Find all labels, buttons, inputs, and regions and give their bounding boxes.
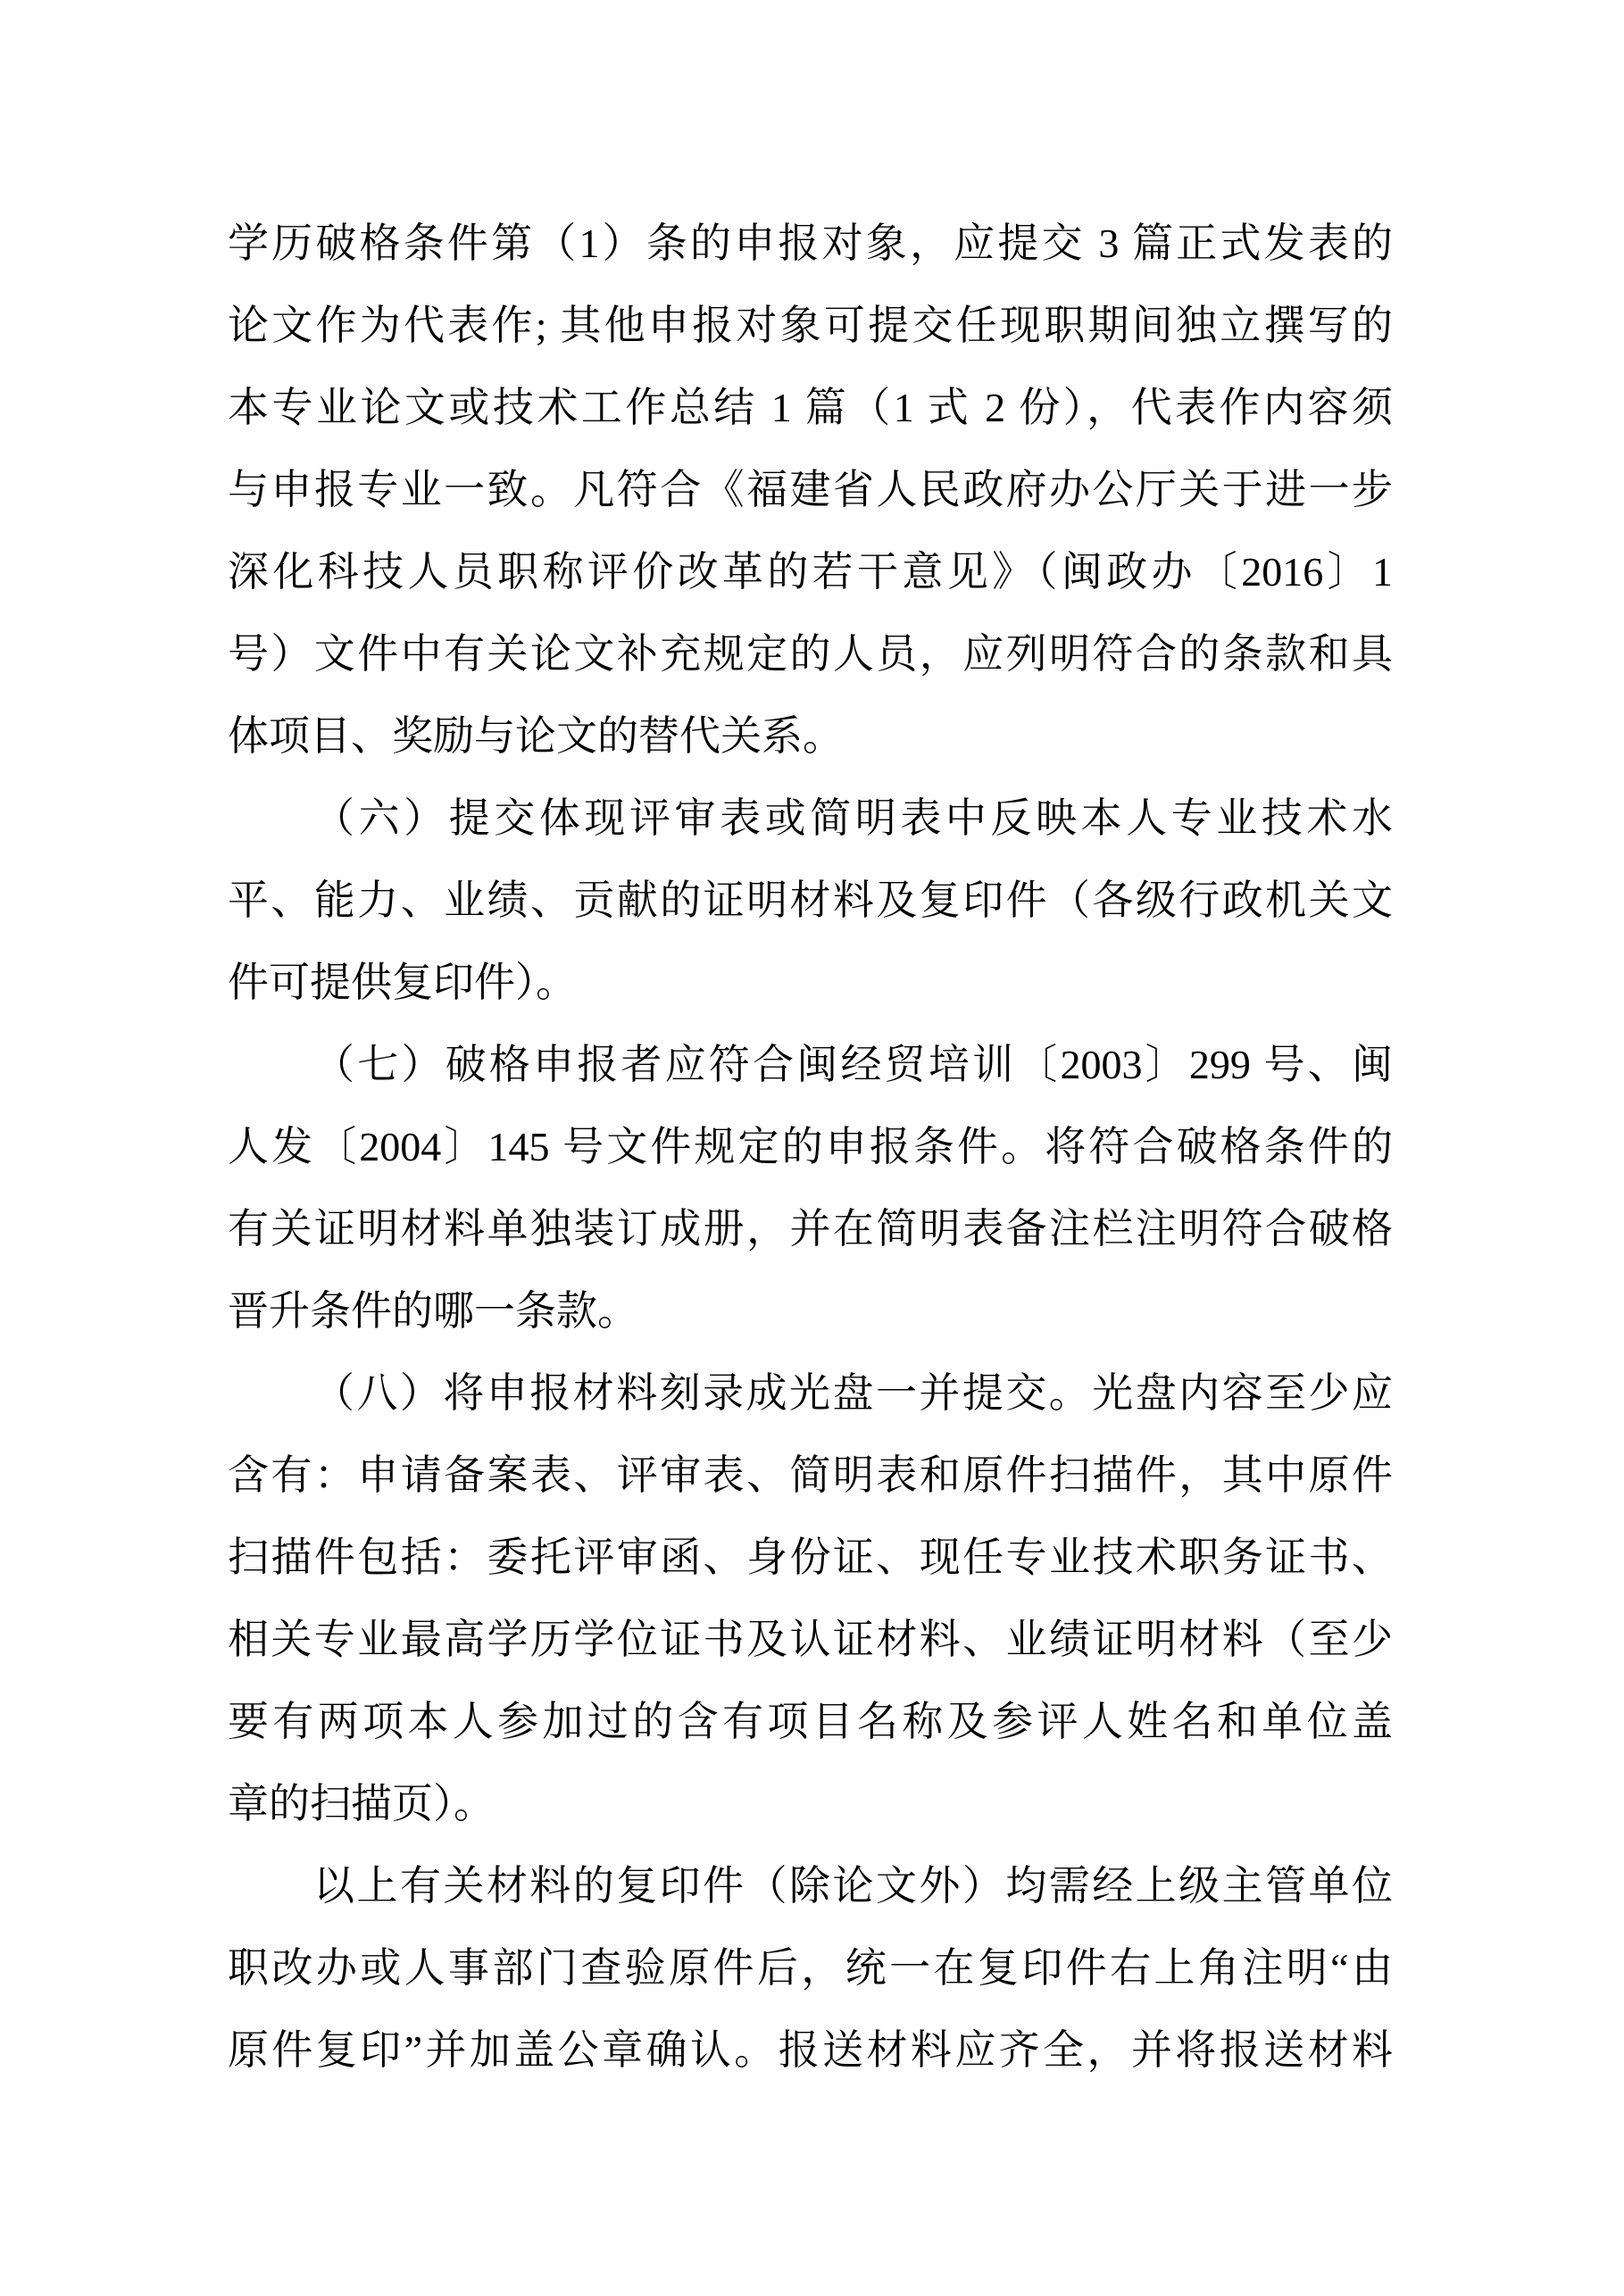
text-line: 章的扫描页）。 (228, 1781, 495, 1826)
text-line: 号）文件中有关论文补充规定的人员，应列明符合的条款和具 (228, 631, 1393, 677)
text-line: （七）破格申报者应符合闽经贸培训〔2003〕299 号、闽 (313, 1042, 1393, 1087)
text-line: 扫描件包括：委托评审函、身份证、现任专业技术职务证书、 (228, 1535, 1393, 1580)
text-line: 本专业论文或技术工作总结 1 篇（1 式 2 份），代表作内容须 (228, 385, 1393, 430)
text-line: 职改办或人事部门查验原件后，统一在复印件右上角注明“由 (228, 1945, 1393, 1991)
document-body-text (228, 203, 1393, 2092)
text-line: 原件复印”并加盖公章确认。报送材料应齐全，并将报送材料 (228, 2027, 1393, 2073)
text-line: 件可提供复印件）。 (228, 960, 577, 1005)
text-line: （六）提交体现评审表或简明表中反映本人专业技术水 (313, 795, 1393, 841)
text-line: 学历破格条件第（1）条的申报对象，应提交 3 篇正式发表的 (228, 220, 1393, 266)
text-line: 相关专业最高学历学位证书及认证材料、业绩证明材料（至少 (228, 1617, 1393, 1662)
text-line: 含有：申请备案表、评审表、简明表和原件扫描件，其中原件 (228, 1452, 1393, 1498)
text-line: （八）将申报材料刻录成光盘一并提交。光盘内容至少应 (313, 1370, 1393, 1416)
text-line: 深化科技人员职称评价改革的若干意见》（闽政办〔2016〕1 (228, 549, 1393, 595)
text-line: 平、能力、业绩、贡献的证明材料及复印件（各级行政机关文 (228, 878, 1393, 923)
text-line: 与申报专业一致。凡符合《福建省人民政府办公厅关于进一步 (228, 467, 1393, 512)
text-line: 有关证明材料单独装订成册，并在简明表备注栏注明符合破格 (228, 1206, 1393, 1252)
text-line: 以上有关材料的复印件（除论文外）均需经上级主管单位 (313, 1863, 1393, 1909)
text-line: 晋升条件的哪一条款。 (228, 1288, 638, 1334)
text-line: 论文作为代表作; 其他申报对象可提交任现职期间独立撰写的 (228, 303, 1393, 348)
text-line: 要有两项本人参加过的含有项目名称及参评人姓名和单位盖 (228, 1699, 1393, 1744)
text-line: 人发〔2004〕145 号文件规定的申报条件。将符合破格条件的 (228, 1124, 1393, 1169)
text-line: 体项目、奖励与论文的替代关系。 (228, 713, 844, 759)
